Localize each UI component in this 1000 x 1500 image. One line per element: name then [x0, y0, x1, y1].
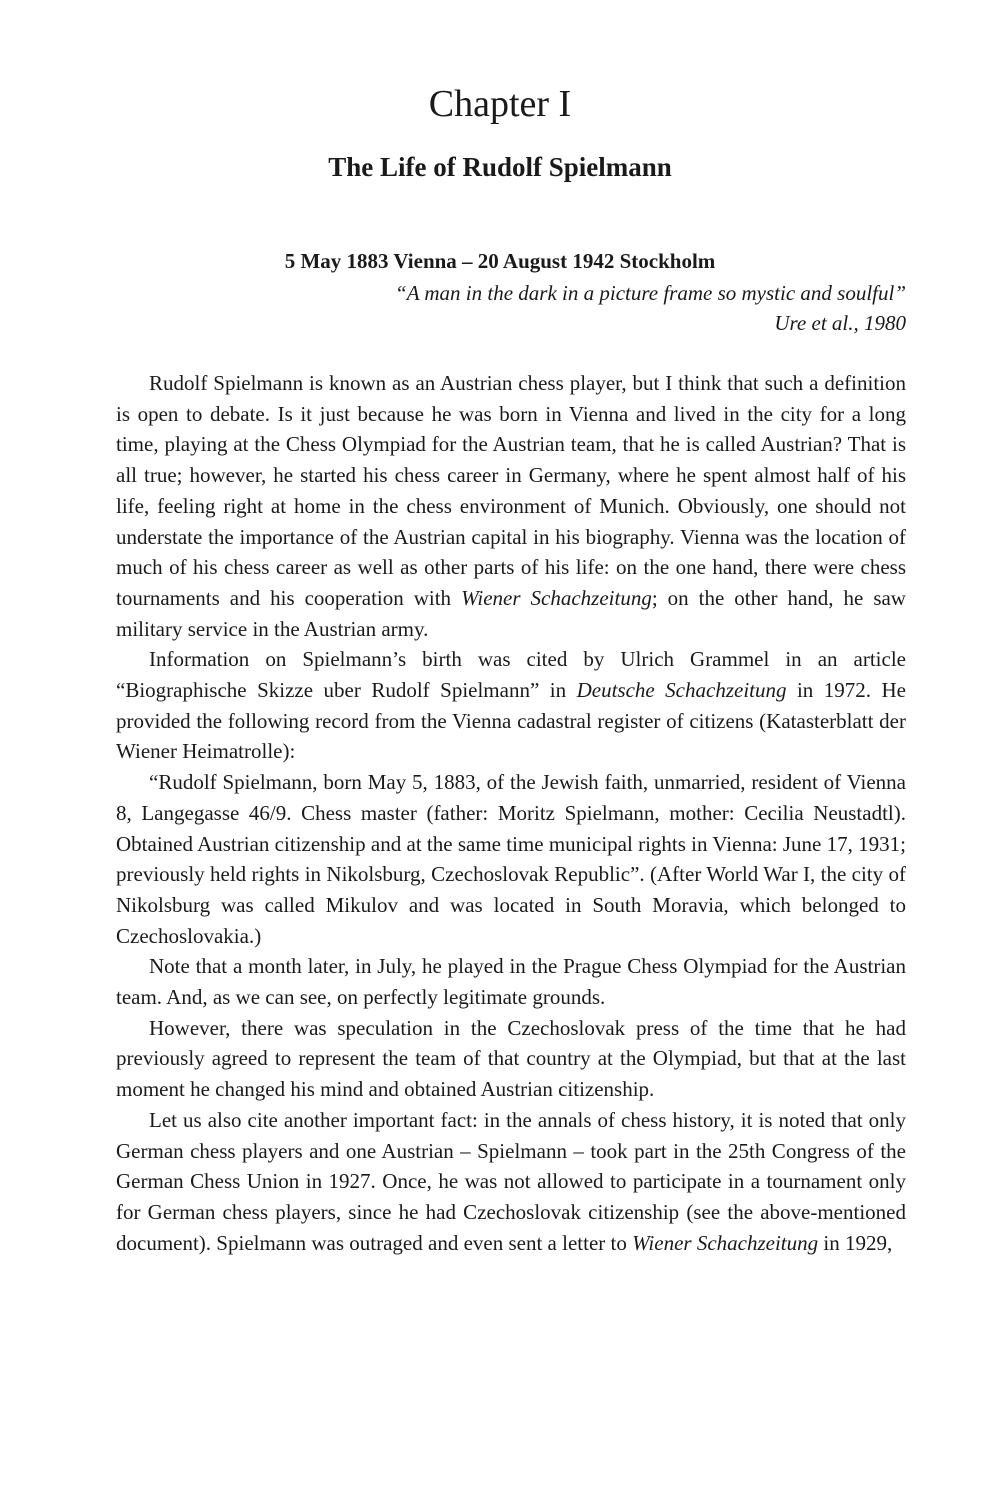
chapter-heading: Chapter I	[428, 83, 572, 125]
paragraph-4: Note that a month later, in July, he played in the Prague Chess Olympiad for the Austrian team. And, as we can see, on perfectly legitimate grounds.	[116, 954, 906, 1010]
paragraph-6-text-a: Let us also cite another important fact: in the annals of chess history, it is noted that only German chess players and one Austrian – Spielmann – took part in the 25th Congress of the German Chess Union in 1927. Once, he was not allowed to participate in a tournament only for German chess players, since he had Czechoslovak citizenship (see the above-mentioned document). Spielmann was outraged and even sent a letter to	[116, 1107, 906, 1255]
epigraph-source: Ure et al., 1980	[774, 311, 906, 335]
chapter-subtitle: The Life of Rudolf Spielmann	[328, 152, 672, 182]
paragraph-2-text-c: in 1972. He provided the following record from the Vienna cadastral register of citizens (Katasterblatt der Wiener Heimatrolle):	[116, 678, 906, 764]
paragraph-6	[116, 1105, 906, 1259]
life-dates: 5 May 1883 Vienna – 20 August 1942 Stockholm	[284, 249, 716, 273]
epigraph	[106, 278, 906, 338]
paragraph-6-periodical-title: Wiener Schachzeitung	[632, 1230, 819, 1255]
paragraph-2-periodical-title: Deutsche Schachzeitung	[576, 678, 787, 703]
paragraph-1-text-c: ; on the other hand, he saw military service in the Austrian army.	[116, 585, 906, 641]
paragraph-1-text-a: Rudolf Spielmann is known as an Austrian chess player, but I think that such a definition is open to debate. Is it just because he was born in Vienna and lived in the city for a long time, playing at the Chess Olympiad for the Austrian team, that he is called Austrian? That is all true; however, he started his chess career in Germany, where he spent almost half of his life, feeling right at home in the chess environment of Munich. Obviously, one should not understate the importance of the Austrian capital in his biography. Vienna was the location of much of his chess career as well as other parts of his life: on the one hand, there were chess tournaments and his cooperation with	[116, 371, 906, 610]
paragraph-5: However, there was speculation in the Czechoslovak press of the time that he had previously agreed to represent the team of that country at the Olympiad, but that at the last moment he changed his mind and obtained Austrian citizenship.	[116, 1015, 906, 1102]
epigraph-quote: “A man in the dark in a picture frame so mystic and soulful”	[395, 281, 906, 305]
paragraph-2	[116, 644, 906, 767]
paragraph-6-text-c: in 1929,	[818, 1230, 893, 1255]
paragraph-2-text-a: Information on Spielmann’s birth was cited by Ulrich Grammel in an article “Biographische Skizze uber Rudolf Spielmann” in	[116, 647, 906, 703]
paragraph-3: “Rudolf Spielmann, born May 5, 1883, of the Jewish faith, unmarried, resident of Vienna 8, Langegasse 46/9. Chess master (father: Moritz Spielmann, mother: Cecilia Neustadtl). Obtained Austrian citizenship and at the same time municipal rights in Vienna: June 17, 1931; previously held rights in Nikolsburg, Czechoslovak Republic”. (After World War I, the city of Nikolsburg was called Mikulov and was located in South Moravia, which belonged to Czechoslovakia.)	[116, 770, 906, 948]
body-text	[116, 368, 906, 1258]
paragraph-1	[116, 368, 906, 644]
paragraph-1-periodical-title: Wiener Schachzeitung	[461, 585, 652, 610]
